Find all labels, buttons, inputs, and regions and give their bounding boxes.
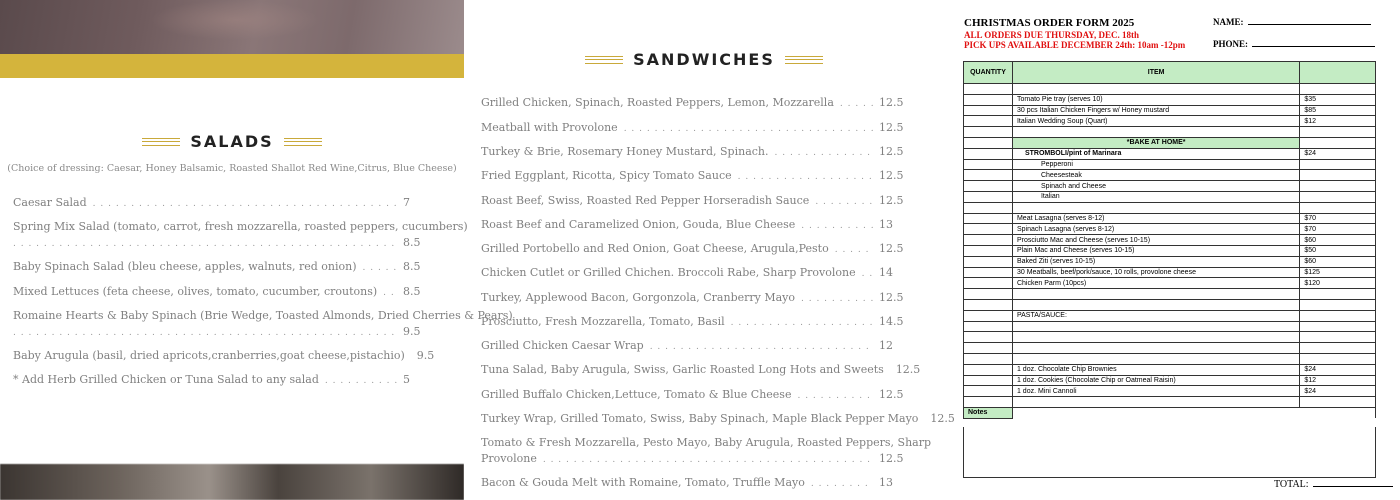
price-cell xyxy=(1300,202,1376,213)
item-cell: Pepperoni xyxy=(1012,159,1299,170)
menu-item xyxy=(481,242,903,255)
menu-item-price: 8.5 xyxy=(403,285,421,298)
quantity-cell[interactable] xyxy=(964,181,1013,192)
quantity-cell[interactable] xyxy=(964,148,1013,159)
menu-item xyxy=(481,266,903,279)
dot-leader xyxy=(325,376,397,386)
item-cell: PASTA/SAUCE: xyxy=(1012,310,1299,321)
order-due-date: ALL ORDERS DUE THURSDAY, DEC. 18th xyxy=(964,30,1139,40)
menu-item xyxy=(481,194,903,207)
phone-field[interactable] xyxy=(1213,39,1375,49)
price-cell: $24 xyxy=(1300,386,1376,397)
item-cell xyxy=(1012,299,1299,310)
menu-item-name: Fried Eggplant, Ricotta, Spicy Tomato Sauce xyxy=(481,169,732,182)
dot-leader xyxy=(731,318,873,328)
menu-item-price: 12 xyxy=(879,339,893,352)
price-header xyxy=(1300,62,1376,84)
table-row xyxy=(964,278,1376,289)
quantity-cell[interactable] xyxy=(964,343,1013,354)
menu-item-price: 12.5 xyxy=(879,169,904,182)
salads-title: SALADS xyxy=(190,132,274,151)
menu-item xyxy=(13,236,425,249)
price-cell: $125 xyxy=(1300,267,1376,278)
item-cell: 1 doz. Mini Cannoli xyxy=(1012,386,1299,397)
name-line[interactable] xyxy=(1248,17,1371,25)
price-cell xyxy=(1300,127,1376,138)
menu-item-price: 9.5 xyxy=(416,349,435,362)
order-form-title: CHRISTMAS ORDER FORM 2025 xyxy=(964,17,1135,29)
menu-item xyxy=(481,452,903,465)
item-cell: Prosciutto Mac and Cheese (serves 10-15) xyxy=(1012,235,1299,246)
item-cell xyxy=(1012,397,1299,408)
price-cell xyxy=(1300,299,1376,310)
menu-item-name: Grilled Chicken Caesar Wrap xyxy=(481,339,644,352)
quantity-cell[interactable] xyxy=(964,364,1013,375)
total-label: TOTAL: xyxy=(1274,479,1309,490)
table-row xyxy=(964,256,1376,267)
price-cell xyxy=(1300,191,1376,202)
name-label: NAME: xyxy=(1213,17,1244,27)
ornament-rule-right xyxy=(785,56,823,64)
item-cell xyxy=(1012,343,1299,354)
item-cell xyxy=(1012,202,1299,213)
menu-item-price: 12.5 xyxy=(879,242,904,255)
menu-item-name: Grilled Portobello and Red Onion, Goat Cheese, Arugula,Pesto xyxy=(481,242,829,255)
dot-leader xyxy=(13,328,397,338)
menu-item xyxy=(481,339,903,352)
dot-leader xyxy=(13,239,397,249)
table-row xyxy=(964,353,1376,364)
price-cell xyxy=(1300,159,1376,170)
quantity-cell[interactable] xyxy=(964,289,1013,300)
table-row xyxy=(964,375,1376,386)
gold-band xyxy=(0,54,464,78)
quantity-cell[interactable] xyxy=(964,386,1013,397)
menu-item-price: 8.5 xyxy=(403,236,421,249)
item-cell: *BAKE AT HOME* xyxy=(1012,137,1299,148)
menu-item-name: Chicken Cutlet or Grilled Chichen. Broccoli Rabe, Sharp Provolone xyxy=(481,266,856,279)
quantity-cell[interactable] xyxy=(964,213,1013,224)
menu-item-price: 12.5 xyxy=(879,96,904,109)
table-row xyxy=(964,310,1376,321)
price-cell xyxy=(1300,353,1376,364)
table-row xyxy=(964,245,1376,256)
price-cell xyxy=(1300,137,1376,148)
table-row xyxy=(964,343,1376,354)
notes-row xyxy=(964,407,1376,418)
price-cell: $24 xyxy=(1300,364,1376,375)
item-cell: 1 doz. Cookies (Chocolate Chip or Oatmeal Raisin) xyxy=(1012,375,1299,386)
quantity-cell[interactable] xyxy=(964,375,1013,386)
dot-leader xyxy=(840,99,873,109)
dot-leader xyxy=(815,197,873,207)
quantity-cell[interactable] xyxy=(964,84,1013,95)
menu-item xyxy=(481,218,903,231)
price-cell xyxy=(1300,289,1376,300)
dot-leader xyxy=(811,479,873,489)
price-cell: $120 xyxy=(1300,278,1376,289)
item-cell: Italian Wedding Soup (Quart) xyxy=(1012,116,1299,127)
quantity-cell[interactable] xyxy=(964,299,1013,310)
menu-item xyxy=(13,349,435,362)
item-cell: STROMBOLI/pint of Marinara xyxy=(1012,148,1299,159)
menu-item-name: Baby Arugula (basil, dried apricots,cranberries,goat cheese,pistachio) xyxy=(13,349,405,362)
menu-item-price: 13 xyxy=(879,218,893,231)
menu-item xyxy=(13,196,425,209)
notes-cell[interactable] xyxy=(1300,407,1376,418)
item-cell: Tomato Pie tray (serves 10) xyxy=(1012,94,1299,105)
price-cell: $70 xyxy=(1300,213,1376,224)
menu-item-name: Caesar Salad xyxy=(13,196,87,209)
item-cell xyxy=(1012,289,1299,300)
quantity-cell[interactable] xyxy=(964,94,1013,105)
table-row xyxy=(964,127,1376,138)
menu-item-name: Grilled Buffalo Chicken,Lettuce, Tomato & Blue Cheese xyxy=(481,388,792,401)
menu-item xyxy=(13,285,425,298)
table-row xyxy=(964,181,1376,192)
item-cell: Baked Ziti (serves 10-15) xyxy=(1012,256,1299,267)
menu-item-name: Bacon & Gouda Melt with Romaine, Tomato, Truffle Mayo xyxy=(481,476,805,489)
menu-item-price: 12.5 xyxy=(895,363,921,376)
notes-box[interactable] xyxy=(963,427,1376,478)
menu-item-price: 9.5 xyxy=(403,325,421,338)
dressing-note: (Choice of dressing: Caesar, Honey Balsamic, Roasted Shallot Red Wine,Citrus, Blue Cheese) xyxy=(7,163,457,174)
menu-item-name: Roast Beef and Caramelized Onion, Gouda, Blue Cheese xyxy=(481,218,796,231)
menu-item-price: 12.5 xyxy=(879,194,904,207)
table-row xyxy=(964,148,1376,159)
quantity-cell[interactable] xyxy=(964,224,1013,235)
dot-leader xyxy=(363,263,398,273)
pickup-info: PICK UPS AVAILABLE DECEMBER 24th: 10am -12pm xyxy=(964,40,1186,50)
sandwiches-heading xyxy=(464,50,944,69)
price-cell: $50 xyxy=(1300,245,1376,256)
price-cell: $35 xyxy=(1300,94,1376,105)
table-row xyxy=(964,105,1376,116)
price-cell: $70 xyxy=(1300,224,1376,235)
quantity-cell[interactable] xyxy=(964,202,1013,213)
item-cell xyxy=(1012,84,1299,95)
dot-leader xyxy=(650,342,873,352)
menu-item xyxy=(481,145,903,158)
quantity-cell[interactable] xyxy=(964,191,1013,202)
table-row xyxy=(964,202,1376,213)
quantity-header: QUANTITY xyxy=(964,62,1013,84)
total-field[interactable] xyxy=(1274,479,1393,490)
item-cell xyxy=(1012,353,1299,364)
salads-column xyxy=(0,0,464,500)
price-cell: $60 xyxy=(1300,235,1376,246)
item-cell: 30 Meatballs, beef/pork/sauce, 10 rolls, provolone cheese xyxy=(1012,267,1299,278)
table-row xyxy=(964,84,1376,95)
quantity-cell[interactable] xyxy=(964,278,1013,289)
table-row xyxy=(964,397,1376,408)
total-line[interactable] xyxy=(1313,479,1393,487)
dot-leader xyxy=(801,294,873,304)
price-cell xyxy=(1300,310,1376,321)
table-row xyxy=(964,94,1376,105)
price-cell: $12 xyxy=(1300,375,1376,386)
menu-item xyxy=(481,169,903,182)
menu-item xyxy=(481,363,921,376)
item-cell: Italian xyxy=(1012,191,1299,202)
food-photo-top xyxy=(0,0,464,54)
order-table-body xyxy=(964,84,1376,419)
menu-item-name: Romaine Hearts & Baby Spinach (Brie Wedge, Toasted Almonds, Dried Cherries & Pears) xyxy=(13,309,513,322)
quantity-cell[interactable] xyxy=(964,116,1013,127)
item-cell: Plain Mac and Cheese (serves 10-15) xyxy=(1012,245,1299,256)
menu-item-price: 12.5 xyxy=(879,291,904,304)
quantity-cell[interactable] xyxy=(964,321,1013,332)
quantity-cell[interactable] xyxy=(964,310,1013,321)
quantity-cell[interactable] xyxy=(964,267,1013,278)
menu-item-price: 12.5 xyxy=(879,452,904,465)
table-row xyxy=(964,299,1376,310)
item-cell: Meat Lasagna (serves 8-12) xyxy=(1012,213,1299,224)
menu-item xyxy=(481,476,903,489)
name-field[interactable] xyxy=(1213,17,1371,27)
quantity-cell[interactable] xyxy=(964,170,1013,181)
price-cell xyxy=(1300,321,1376,332)
phone-label: PHONE: xyxy=(1213,39,1248,49)
item-cell: Cheesesteak xyxy=(1012,170,1299,181)
menu-item-name: Prosciutto, Fresh Mozzarella, Tomato, Basil xyxy=(481,315,725,328)
dot-leader xyxy=(797,391,873,401)
dot-leader xyxy=(738,172,873,182)
table-row xyxy=(964,191,1376,202)
item-cell: 30 pcs Italian Chicken Fingers w/ Honey mustard xyxy=(1012,105,1299,116)
quantity-cell[interactable] xyxy=(964,353,1013,364)
table-row xyxy=(964,332,1376,343)
table-row xyxy=(964,386,1376,397)
menu-item-price: 14.5 xyxy=(879,315,904,328)
price-cell xyxy=(1300,181,1376,192)
table-row xyxy=(964,224,1376,235)
menu-item-price: 12.5 xyxy=(930,412,955,425)
menu-item-name: Roast Beef, Swiss, Roasted Red Pepper Horseradish Sauce xyxy=(481,194,810,207)
table-row xyxy=(964,137,1376,148)
quantity-cell[interactable] xyxy=(964,397,1013,408)
menu-item-name: Turkey Wrap, Grilled Tomato, Swiss, Baby Spinach, Maple Black Pepper Mayo xyxy=(481,412,919,425)
table-row xyxy=(964,289,1376,300)
item-cell: Chicken Parm (10pcs) xyxy=(1012,278,1299,289)
dot-leader xyxy=(543,455,873,465)
quantity-cell[interactable] xyxy=(964,137,1013,148)
quantity-cell[interactable] xyxy=(964,245,1013,256)
menu-item-name: Grilled Chicken, Spinach, Roasted Peppers, Lemon, Mozzarella xyxy=(481,96,834,109)
menu-item-price: 5 xyxy=(403,373,410,386)
menu-item-name: Meatball with Provolone xyxy=(481,121,618,134)
menu-item xyxy=(13,373,425,386)
item-cell xyxy=(1012,321,1299,332)
menu-item-name: Mixed Lettuces (feta cheese, olives, tomato, cucumber, croutons) xyxy=(13,285,378,298)
quantity-cell[interactable] xyxy=(964,235,1013,246)
menu-item xyxy=(481,388,903,401)
item-cell xyxy=(1012,127,1299,138)
menu-item xyxy=(13,260,425,273)
quantity-cell[interactable] xyxy=(964,159,1013,170)
item-header: ITEM xyxy=(1012,62,1299,84)
dot-leader xyxy=(624,124,873,134)
item-cell: Spinach and Cheese xyxy=(1012,181,1299,192)
dot-leader xyxy=(801,221,873,231)
menu-item-name: Baby Spinach Salad (bleu cheese, apples, walnuts, red onion) xyxy=(13,260,357,273)
item-cell xyxy=(1012,332,1299,343)
menu-item-name: Turkey, Applewood Bacon, Gorgonzola, Cranberry Mayo xyxy=(481,291,796,304)
dot-leader xyxy=(862,269,873,279)
menu-item xyxy=(481,121,903,134)
price-cell xyxy=(1300,170,1376,181)
table-row xyxy=(964,267,1376,278)
ornament-rule-left xyxy=(585,56,623,64)
menu-item-name: Tomato & Fresh Mozzarella, Pesto Mayo, Baby Arugula, Roasted Peppers, Sharp xyxy=(481,436,932,449)
menu-item-price: 12.5 xyxy=(879,145,904,158)
dot-leader xyxy=(93,199,397,209)
table-header-row xyxy=(964,62,1376,84)
menu-item xyxy=(481,315,903,328)
phone-line[interactable] xyxy=(1252,39,1375,47)
menu-item-name: Tuna Salad, Baby Arugula, Swiss, Garlic Roasted Long Hots and Sweets xyxy=(481,363,884,376)
menu-item xyxy=(481,412,955,425)
table-row xyxy=(964,235,1376,246)
table-row xyxy=(964,364,1376,375)
ornament-rule-left xyxy=(142,138,180,146)
price-cell xyxy=(1300,343,1376,354)
price-cell xyxy=(1300,84,1376,95)
menu-item-price: 13 xyxy=(879,476,893,489)
price-cell: $12 xyxy=(1300,116,1376,127)
sandwiches-title: SANDWICHES xyxy=(633,50,775,69)
table-row xyxy=(964,116,1376,127)
food-photo-bottom xyxy=(0,464,464,500)
menu-item-price: 7 xyxy=(403,196,410,209)
table-row xyxy=(964,170,1376,181)
item-cell: Spinach Lasagna (serves 8-12) xyxy=(1012,224,1299,235)
dot-leader xyxy=(835,245,873,255)
salads-heading xyxy=(0,132,464,151)
price-cell xyxy=(1300,397,1376,408)
menu-item-price: 12.5 xyxy=(879,121,904,134)
menu-item xyxy=(481,291,903,304)
item-cell: 1 doz. Chocolate Chip Brownies xyxy=(1012,364,1299,375)
quantity-cell[interactable] xyxy=(964,332,1013,343)
table-row xyxy=(964,159,1376,170)
menu-item-price: 8.5 xyxy=(403,260,421,273)
table-row xyxy=(964,213,1376,224)
menu-item-price: 14 xyxy=(879,266,893,279)
price-cell xyxy=(1300,332,1376,343)
price-cell: $85 xyxy=(1300,105,1376,116)
price-cell: $60 xyxy=(1300,256,1376,267)
menu-item-name: Spring Mix Salad (tomato, carrot, fresh mozzarella, roasted peppers, cucumbers) xyxy=(13,220,468,233)
christmas-order-form xyxy=(958,0,1400,500)
menu-item-name-cont: Provolone xyxy=(481,452,537,465)
menu-item-name: Turkey & Brie, Rosemary Honey Mustard, Spinach. xyxy=(481,145,769,158)
menu-item xyxy=(13,325,425,338)
price-cell: $24 xyxy=(1300,148,1376,159)
dot-leader xyxy=(775,148,874,158)
table-row xyxy=(964,321,1376,332)
menu-item xyxy=(481,96,903,109)
menu-item-price: 12.5 xyxy=(879,388,904,401)
menu-item-name: * Add Herb Grilled Chicken or Tuna Salad to any salad xyxy=(13,373,319,386)
order-table xyxy=(963,61,1376,419)
ornament-rule-right xyxy=(284,138,322,146)
dot-leader xyxy=(383,288,397,298)
quantity-cell[interactable] xyxy=(964,256,1013,267)
notes-label: Notes xyxy=(964,407,1013,418)
notes-cell[interactable] xyxy=(1012,407,1299,418)
quantity-cell[interactable] xyxy=(964,105,1013,116)
quantity-cell[interactable] xyxy=(964,127,1013,138)
